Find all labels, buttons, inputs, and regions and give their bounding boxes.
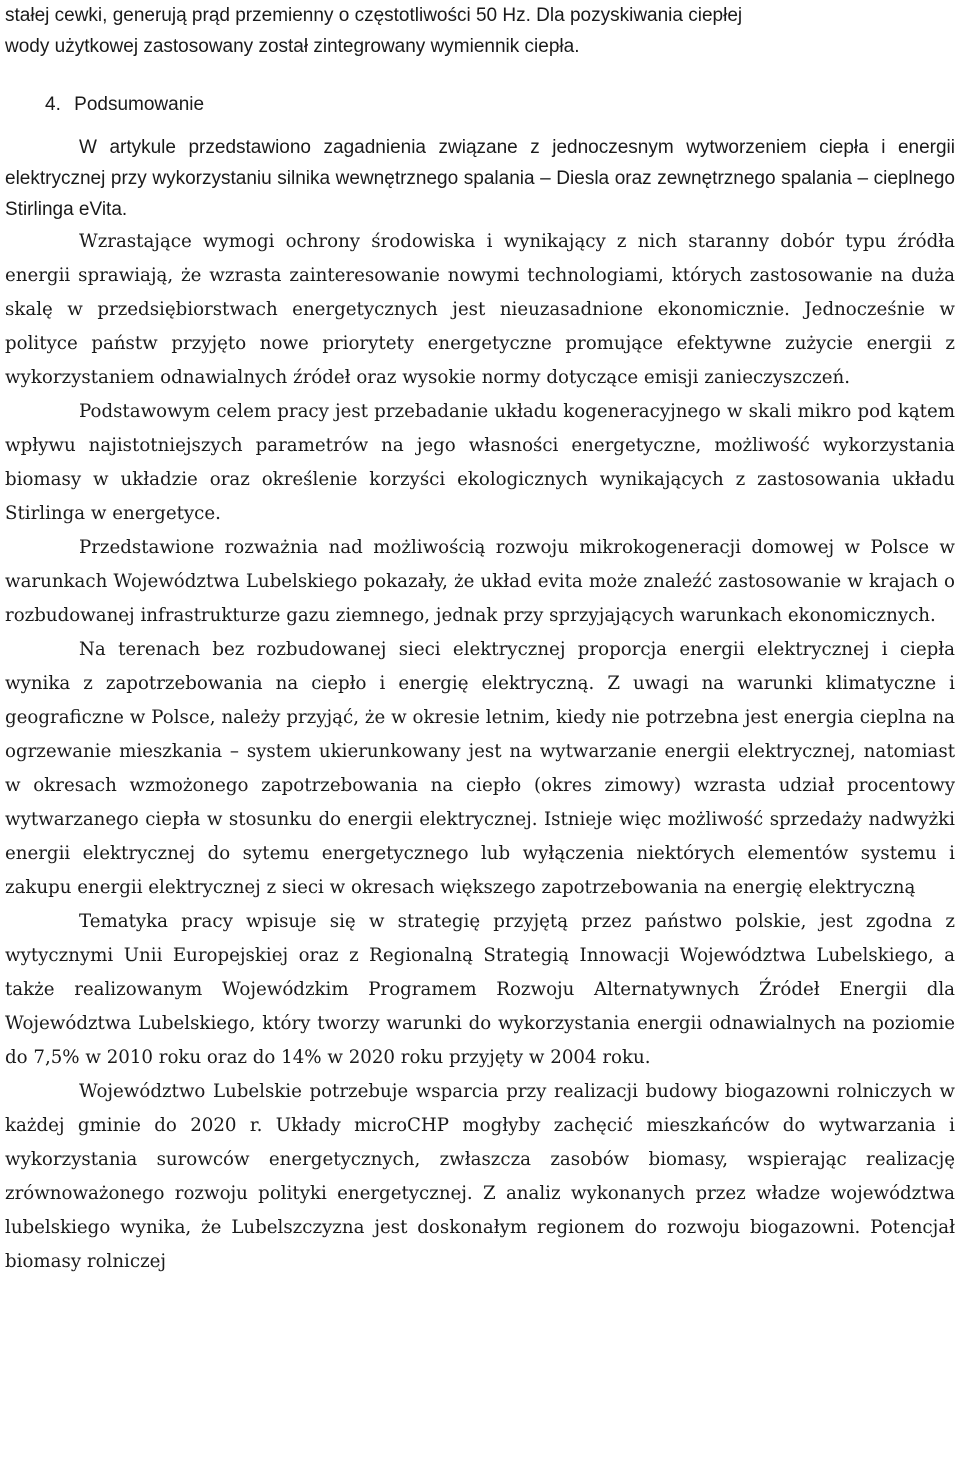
intro-line-1: stałej cewki, generują prąd przemienny o częstotliwości 50 Hz. Dla pozyskiwania ciepłej	[5, 5, 743, 26]
paragraph-4: Na terenach bez rozbudowanej sieci elektrycznej proporcja energii elektrycznej i ciepła wynika z zapotrzebowania na ciepło i energię elektryczną. Z uwagi na warunki klimatyczne i geograficzne w Polsce, należy przyjąć, że w okresie letnim, kiedy nie potrzebna jest energia cieplna na ogrzewanie mieszkania – system ukierunkowany jest na wytwarzanie energii elektrycznej, natomiast w okresach wzmożonego zapotrzebowania na ciepło (okres zimowy) wzrasta udział procentowy wytwarzanego ciepła w stosunku do energii elektrycznej. Istnieje więc możliwość sprzedaży nadwyżki energii elektrycznej do sytemu energetycznego lub wyłączenia niektórych elementów systemu i zakupu energii elektrycznej z sieci w okresach większego zapotrzebowania na energię elektryczną	[5, 639, 955, 898]
body-text	[5, 225, 955, 1279]
intro-block	[5, 0, 955, 62]
intro-line-2: wody użytkowej zastosowany został zintegrowany wymiennik ciepła.	[5, 36, 580, 57]
paragraph-6: Województwo Lubelskie potrzebuje wsparcia przy realizacji budowy biogazowni rolniczych w każdej gminie do 2020 r. Układy microCHP mogłyby zachęcić mieszkańców do wytwarzania i wykorzystania surowców energetycznych, zwłaszcza zasobów biomasy, wspierając realizację zrównoważonego rozwoju polityki energetycznej. Z analiz wykonanych przez władze województwa lubelskiego wynika, że Lubelszczyzna jest doskonałym regionem do rozwoju biogazowni. Potencjał biomasy rolniczej	[5, 1081, 955, 1272]
paragraph-2: Podstawowym celem pracy jest przebadanie układu kogeneracyjnego w skali mikro pod kątem wpływu najistotniejszych parametrów na jego własności energetyczne, możliwość wykorzystania biomasy w układzie oraz określenie korzyści ekologicznych wynikających z zastosowania układu Stirlinga w energetyce.	[5, 401, 955, 524]
section-title: Podsumowanie	[74, 94, 205, 115]
paragraph-1: Wzrastające wymogi ochrony środowiska i wynikający z nich staranny dobór typu źródła energii sprawiają, że wzrasta zainteresowanie nowymi technologiami, których zastosowanie na duża skalę w przedsiębiorstwach energetycznych jest nieuzasadnione ekonomicznie. Jednocześnie w polityce państw przyjęto nowe priorytety energetyczne promujące efektywne zużycie energii z wykorzystaniem odnawialnych źródeł oraz wysokie normy dotyczące emisji zanieczyszczeń.	[5, 231, 955, 388]
document-page	[5, 0, 955, 1279]
summary-paragraph: W artykule przedstawiono zagadnienia związane z jednoczesnym wytworzeniem ciepła i energii elektrycznej przy wykorzystaniu silnika wewnętrznego spalania – Diesla oraz zewnętrznego spalania – cieplnego Stirlinga eVita.	[5, 137, 955, 220]
paragraph-5: Tematyka pracy wpisuje się w strategię przyjętą przez państwo polskie, jest zgodna z wytycznymi Unii Europejskiej oraz z Regionalną Strategią Innowacji Województwa Lubelskiego, a także realizowanym Wojewódzkim Programem Rozwoju Alternatywnych Źródeł Energii dla Województwa Lubelskiego, który tworzy warunki do wykorzystania energii odnawialnych na poziomie do 7,5% w 2010 roku oraz do 14% w 2020 roku przyjęty w 2004 roku.	[5, 911, 955, 1068]
paragraph-3: Przedstawione rozważnia nad możliwością rozwoju mikrokogeneracji domowej w Polsce w warunkach Województwa Lubelskiego pokazały, że układ evita może znaleźć zastosowanie w krajach o rozbudowanej infrastrukturze gazu ziemnego, jednak przy sprzyjających warunkach ekonomicznych.	[5, 537, 955, 626]
section-number: 4.	[45, 94, 61, 115]
summary-block	[5, 132, 955, 225]
section-heading	[5, 89, 955, 120]
